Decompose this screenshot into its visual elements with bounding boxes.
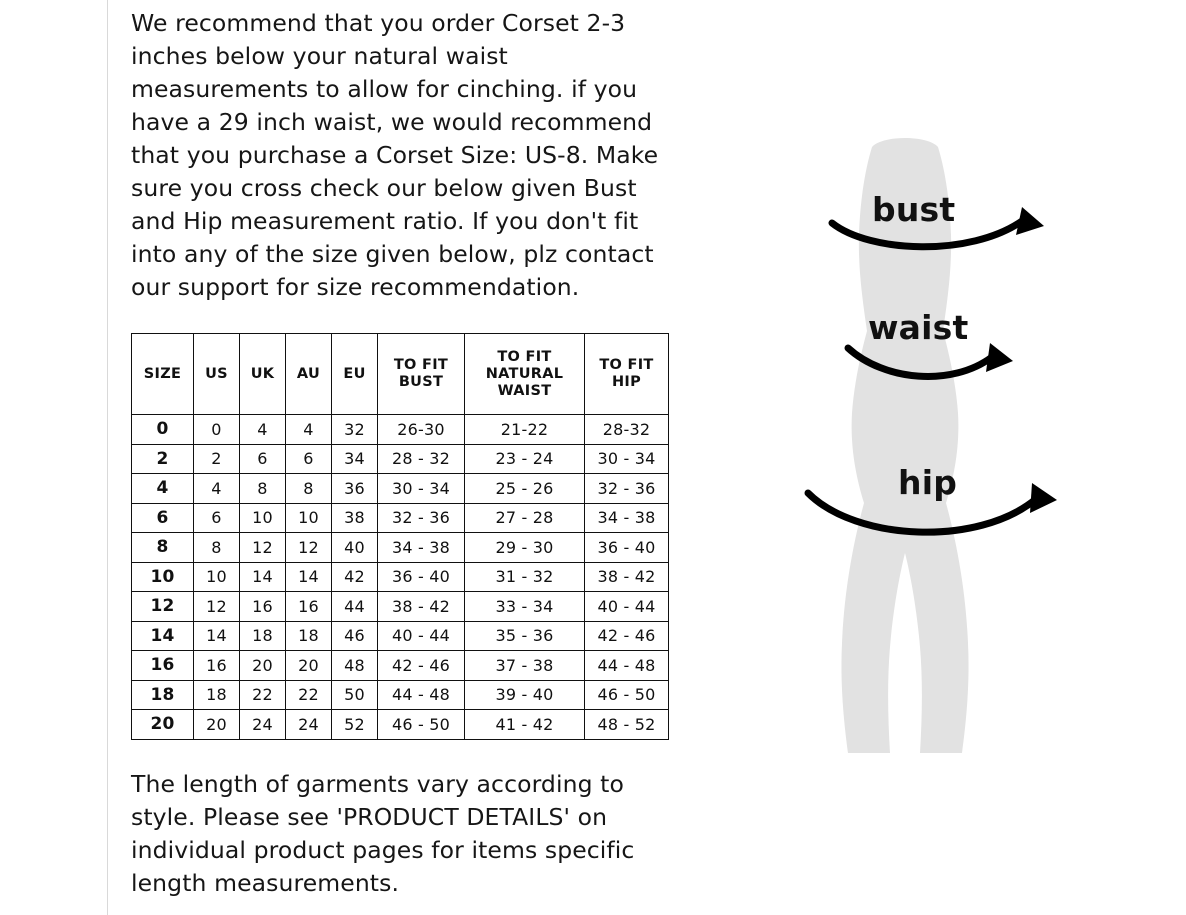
cell-eu: 34 [332,444,378,474]
cell-hip: 48 - 52 [585,710,669,740]
cell-size: 8 [132,533,194,563]
cell-hip: 40 - 44 [585,592,669,622]
hip-label: hip [898,463,958,502]
cell-us: 4 [194,474,240,504]
cell-size: 12 [132,592,194,622]
cell-au: 24 [286,710,332,740]
cell-hip: 42 - 46 [585,621,669,651]
waist-label: waist [868,308,969,347]
size-table-container [131,333,668,740]
cell-hip: 38 - 42 [585,562,669,592]
cell-au: 20 [286,651,332,681]
left-margin-rule [107,0,108,915]
cell-au: 14 [286,562,332,592]
hip-arrowhead-icon [1030,483,1057,513]
cell-au: 18 [286,621,332,651]
table-header-row [132,334,669,415]
body-silhouette-icon [841,138,968,753]
intro-paragraph: We recommend that you order Corset 2-3 inches below your natural waist measurements to allow for cinching. if you have a 29 inch waist, we would recommend that you purchase a Corset Size: US-8. Make sure you cross check our below given Bust and Hip measurement ratio. If you don't fit into any of the size given below, plz contact our support for size recommendation. [131,9,659,301]
column-header-size: SIZE [132,334,194,415]
cell-waist: 37 - 38 [465,651,585,681]
column-header-us: US [194,334,240,415]
cell-uk: 12 [240,533,286,563]
cell-uk: 20 [240,651,286,681]
cell-hip: 32 - 36 [585,474,669,504]
cell-au: 12 [286,533,332,563]
cell-us: 10 [194,562,240,592]
cell-au: 4 [286,415,332,445]
cell-eu: 52 [332,710,378,740]
cell-hip: 28-32 [585,415,669,445]
table-row [132,474,669,504]
cell-hip: 36 - 40 [585,533,669,563]
cell-size: 0 [132,415,194,445]
waist-arrowhead-icon [986,343,1013,372]
cell-eu: 46 [332,621,378,651]
cell-size: 14 [132,621,194,651]
cell-waist: 35 - 36 [465,621,585,651]
column-header-bust: TO FIT BUST [378,334,465,415]
table-row [132,562,669,592]
cell-uk: 8 [240,474,286,504]
column-header-hip: TO FIT HIP [585,334,669,415]
cell-us: 12 [194,592,240,622]
table-row [132,533,669,563]
cell-size: 16 [132,651,194,681]
cell-waist: 29 - 30 [465,533,585,563]
cell-eu: 44 [332,592,378,622]
column-header-uk: UK [240,334,286,415]
table-row [132,503,669,533]
column-header-natural-waist: TO FIT NATURAL WAIST [465,334,585,415]
cell-size: 20 [132,710,194,740]
cell-eu: 42 [332,562,378,592]
footer-paragraph: The length of garments vary according to style. Please see 'PRODUCT DETAILS' on individual product pages for items specific length measurements. [131,769,635,897]
cell-waist: 31 - 32 [465,562,585,592]
cell-us: 6 [194,503,240,533]
cell-size: 18 [132,680,194,710]
cell-eu: 48 [332,651,378,681]
cell-au: 6 [286,444,332,474]
cell-bust: 36 - 40 [378,562,465,592]
cell-uk: 6 [240,444,286,474]
cell-size: 4 [132,474,194,504]
cell-bust: 26-30 [378,415,465,445]
cell-eu: 40 [332,533,378,563]
table-row [132,710,669,740]
cell-waist: 33 - 34 [465,592,585,622]
text-and-table-column [131,0,691,900]
cell-bust: 30 - 34 [378,474,465,504]
bust-arrowhead-icon [1016,207,1044,235]
cell-bust: 28 - 32 [378,444,465,474]
cell-hip: 34 - 38 [585,503,669,533]
cell-waist: 39 - 40 [465,680,585,710]
cell-uk: 18 [240,621,286,651]
cell-eu: 36 [332,474,378,504]
cell-hip: 44 - 48 [585,651,669,681]
cell-uk: 4 [240,415,286,445]
cell-us: 0 [194,415,240,445]
cell-au: 22 [286,680,332,710]
cell-waist: 23 - 24 [465,444,585,474]
cell-bust: 34 - 38 [378,533,465,563]
cell-size: 10 [132,562,194,592]
cell-bust: 38 - 42 [378,592,465,622]
cell-bust: 40 - 44 [378,621,465,651]
table-row [132,621,669,651]
cell-us: 14 [194,621,240,651]
cell-bust: 44 - 48 [378,680,465,710]
cell-bust: 42 - 46 [378,651,465,681]
table-body [132,415,669,740]
table-row [132,592,669,622]
table-row [132,444,669,474]
cell-waist: 27 - 28 [465,503,585,533]
table-header [132,334,669,415]
cell-eu: 50 [332,680,378,710]
bust-label: bust [872,190,956,229]
cell-waist: 41 - 42 [465,710,585,740]
cell-waist: 21-22 [465,415,585,445]
cell-us: 18 [194,680,240,710]
cell-size: 6 [132,503,194,533]
cell-uk: 10 [240,503,286,533]
cell-bust: 32 - 36 [378,503,465,533]
cell-uk: 22 [240,680,286,710]
cell-bust: 46 - 50 [378,710,465,740]
cell-au: 10 [286,503,332,533]
cell-eu: 38 [332,503,378,533]
cell-au: 16 [286,592,332,622]
column-header-au: AU [286,334,332,415]
cell-us: 8 [194,533,240,563]
table-row [132,415,669,445]
table-row [132,651,669,681]
cell-us: 20 [194,710,240,740]
table-row [132,680,669,710]
cell-eu: 32 [332,415,378,445]
cell-waist: 25 - 26 [465,474,585,504]
column-header-eu: EU [332,334,378,415]
cell-uk: 24 [240,710,286,740]
cell-size: 2 [132,444,194,474]
size-chart-table [131,333,669,740]
cell-hip: 46 - 50 [585,680,669,710]
cell-hip: 30 - 34 [585,444,669,474]
body-measurement-illustration [760,95,1140,795]
cell-us: 16 [194,651,240,681]
cell-uk: 16 [240,592,286,622]
cell-us: 2 [194,444,240,474]
cell-uk: 14 [240,562,286,592]
cell-au: 8 [286,474,332,504]
